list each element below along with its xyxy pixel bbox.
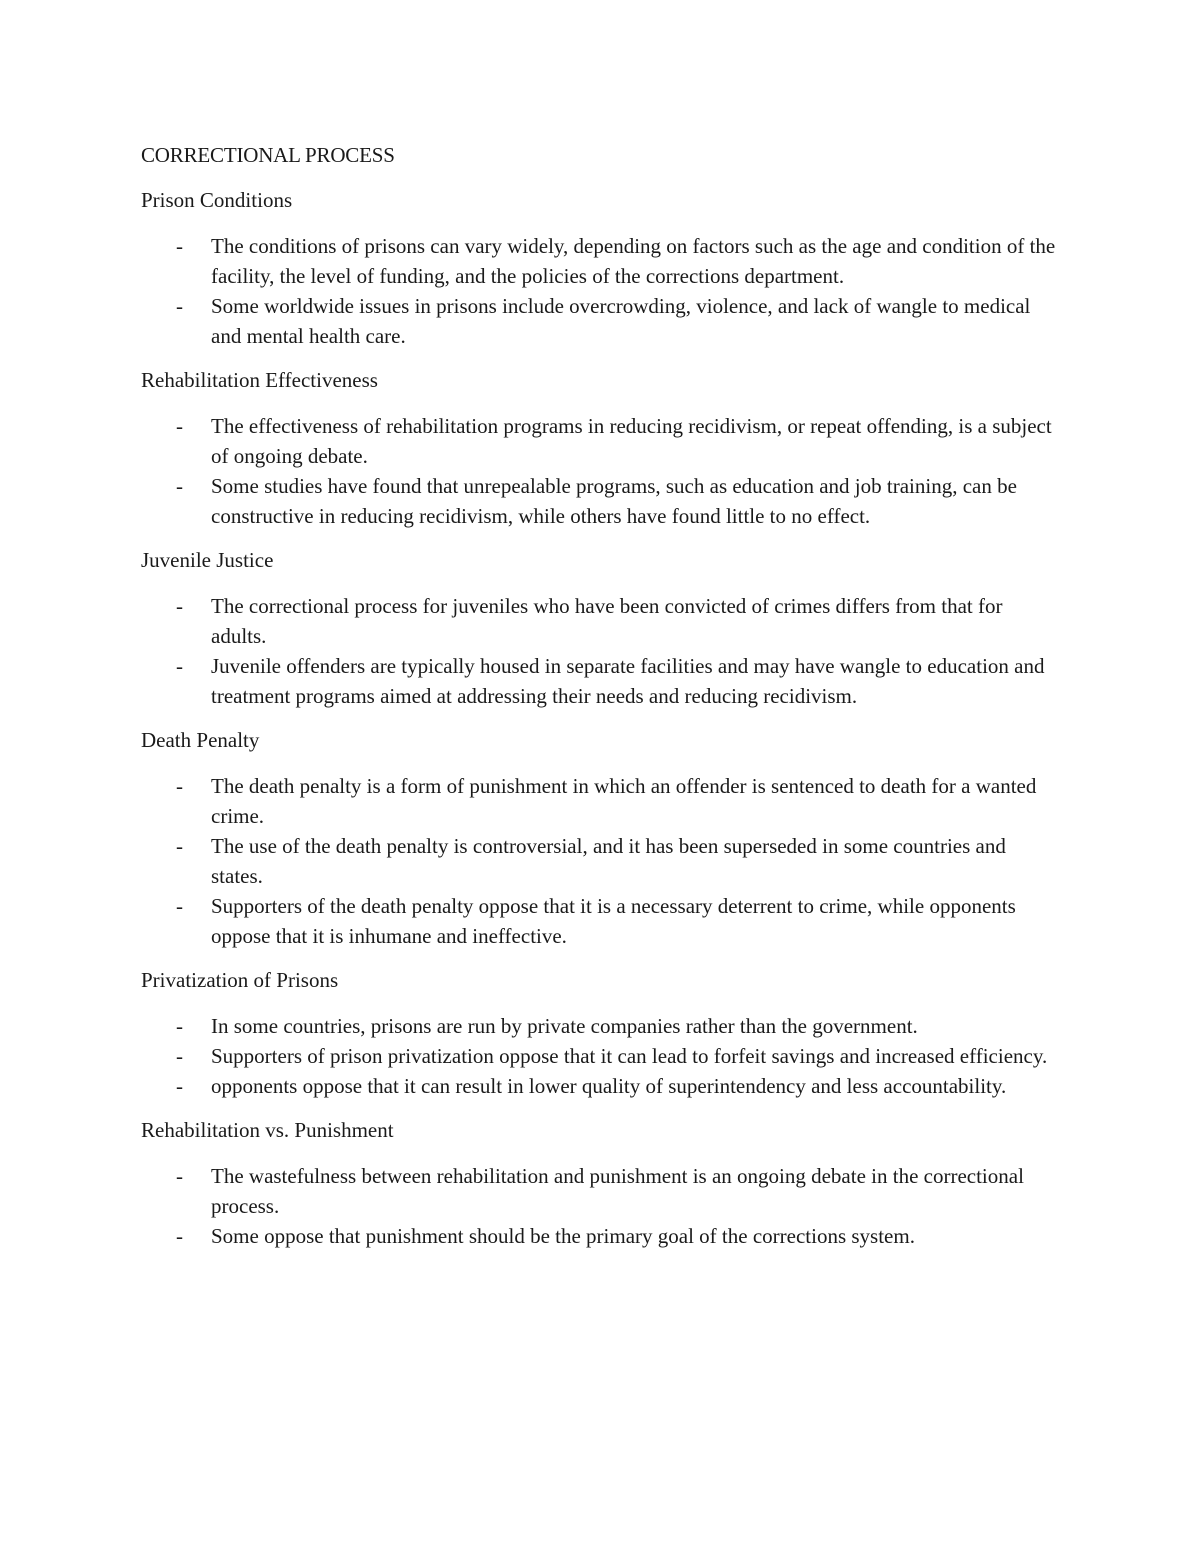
section-rehabilitation-effectiveness — [141, 365, 1061, 531]
bullet-text: Juvenile offenders are typically housed in separate facilities and may have wangle to education and treatment programs aimed at addressing their needs and reducing recidivism. — [211, 654, 1045, 708]
dash-marker: - — [176, 1014, 183, 1038]
section-heading: Rehabilitation Effectiveness — [141, 368, 378, 392]
bullet-text: Supporters of the death penalty oppose that it is a necessary deterrent to crime, while opponents oppose that it is inhumane and ineffective. — [211, 894, 1016, 948]
bullet-text: The death penalty is a form of punishment in which an offender is sentenced to death for a wanted crime. — [211, 774, 1037, 828]
dash-marker: - — [176, 1074, 183, 1098]
bullet-item — [141, 771, 1061, 831]
bullet-item — [141, 1161, 1061, 1221]
document-title: CORRECTIONAL PROCESS — [141, 143, 395, 167]
bullet-text: The use of the death penalty is controversial, and it has been superseded in some countries and states. — [211, 834, 1006, 888]
bullet-item — [141, 1071, 1061, 1101]
dash-marker: - — [176, 1164, 183, 1188]
dash-marker: - — [176, 834, 183, 858]
bullet-list — [141, 1161, 1061, 1251]
dash-marker: - — [176, 474, 183, 498]
bullet-text: The effectiveness of rehabilitation programs in reducing recidivism, or repeat offending, is a subject of ongoing debate. — [211, 414, 1052, 468]
bullet-list — [141, 411, 1061, 531]
bullet-text: Some oppose that punishment should be the primary goal of the corrections system. — [211, 1224, 915, 1248]
bullet-list — [141, 1011, 1061, 1101]
bullet-list — [141, 231, 1061, 351]
section-prison-conditions — [141, 185, 1061, 351]
bullet-item — [141, 831, 1061, 891]
bullet-item — [141, 891, 1061, 951]
dash-marker: - — [176, 774, 183, 798]
bullet-text: The correctional process for juveniles who have been convicted of crimes differs from that for adults. — [211, 594, 1003, 648]
dash-marker: - — [176, 654, 183, 678]
bullet-item — [141, 411, 1061, 471]
bullet-text: In some countries, prisons are run by private companies rather than the government. — [211, 1014, 918, 1038]
dash-marker: - — [176, 594, 183, 618]
bullet-item — [141, 1221, 1061, 1251]
bullet-list — [141, 591, 1061, 711]
dash-marker: - — [176, 1044, 183, 1068]
dash-marker: - — [176, 414, 183, 438]
bullet-item — [141, 1041, 1061, 1071]
bullet-item — [141, 291, 1061, 351]
bullet-list — [141, 771, 1061, 951]
bullet-item — [141, 591, 1061, 651]
bullet-text: Supporters of prison privatization oppose that it can lead to forfeit savings and increased efficiency. — [211, 1044, 1048, 1068]
dash-marker: - — [176, 234, 183, 258]
bullet-item — [141, 471, 1061, 531]
section-heading: Privatization of Prisons — [141, 968, 339, 992]
bullet-item — [141, 1011, 1061, 1041]
section-death-penalty — [141, 725, 1061, 951]
dash-marker: - — [176, 1224, 183, 1248]
document-page — [141, 140, 1061, 1265]
bullet-text: Some worldwide issues in prisons include overcrowding, violence, and lack of wangle to medical and mental health care. — [211, 294, 1031, 348]
bullet-text: The conditions of prisons can vary widely, depending on factors such as the age and condition of the facility, the level of funding, and the policies of the corrections department. — [211, 234, 1056, 288]
section-juvenile-justice — [141, 545, 1061, 711]
bullet-text: opponents oppose that it can result in lower quality of superintendency and less accountability. — [211, 1074, 1007, 1098]
section-heading: Prison Conditions — [141, 188, 293, 212]
dash-marker: - — [176, 294, 183, 318]
bullet-item — [141, 651, 1061, 711]
section-rehabilitation-vs-punishment — [141, 1115, 1061, 1251]
section-heading: Rehabilitation vs. Punishment — [141, 1118, 394, 1142]
section-heading: Death Penalty — [141, 728, 260, 752]
dash-marker: - — [176, 894, 183, 918]
bullet-text: Some studies have found that unrepealable programs, such as education and job training, can be constructive in reducing recidivism, while others have found little to no effect. — [211, 474, 1017, 528]
bullet-text: The wastefulness between rehabilitation and punishment is an ongoing debate in the correctional process. — [211, 1164, 1024, 1218]
section-heading: Juvenile Justice — [141, 548, 274, 572]
section-privatization-of-prisons — [141, 965, 1061, 1101]
bullet-item — [141, 231, 1061, 291]
